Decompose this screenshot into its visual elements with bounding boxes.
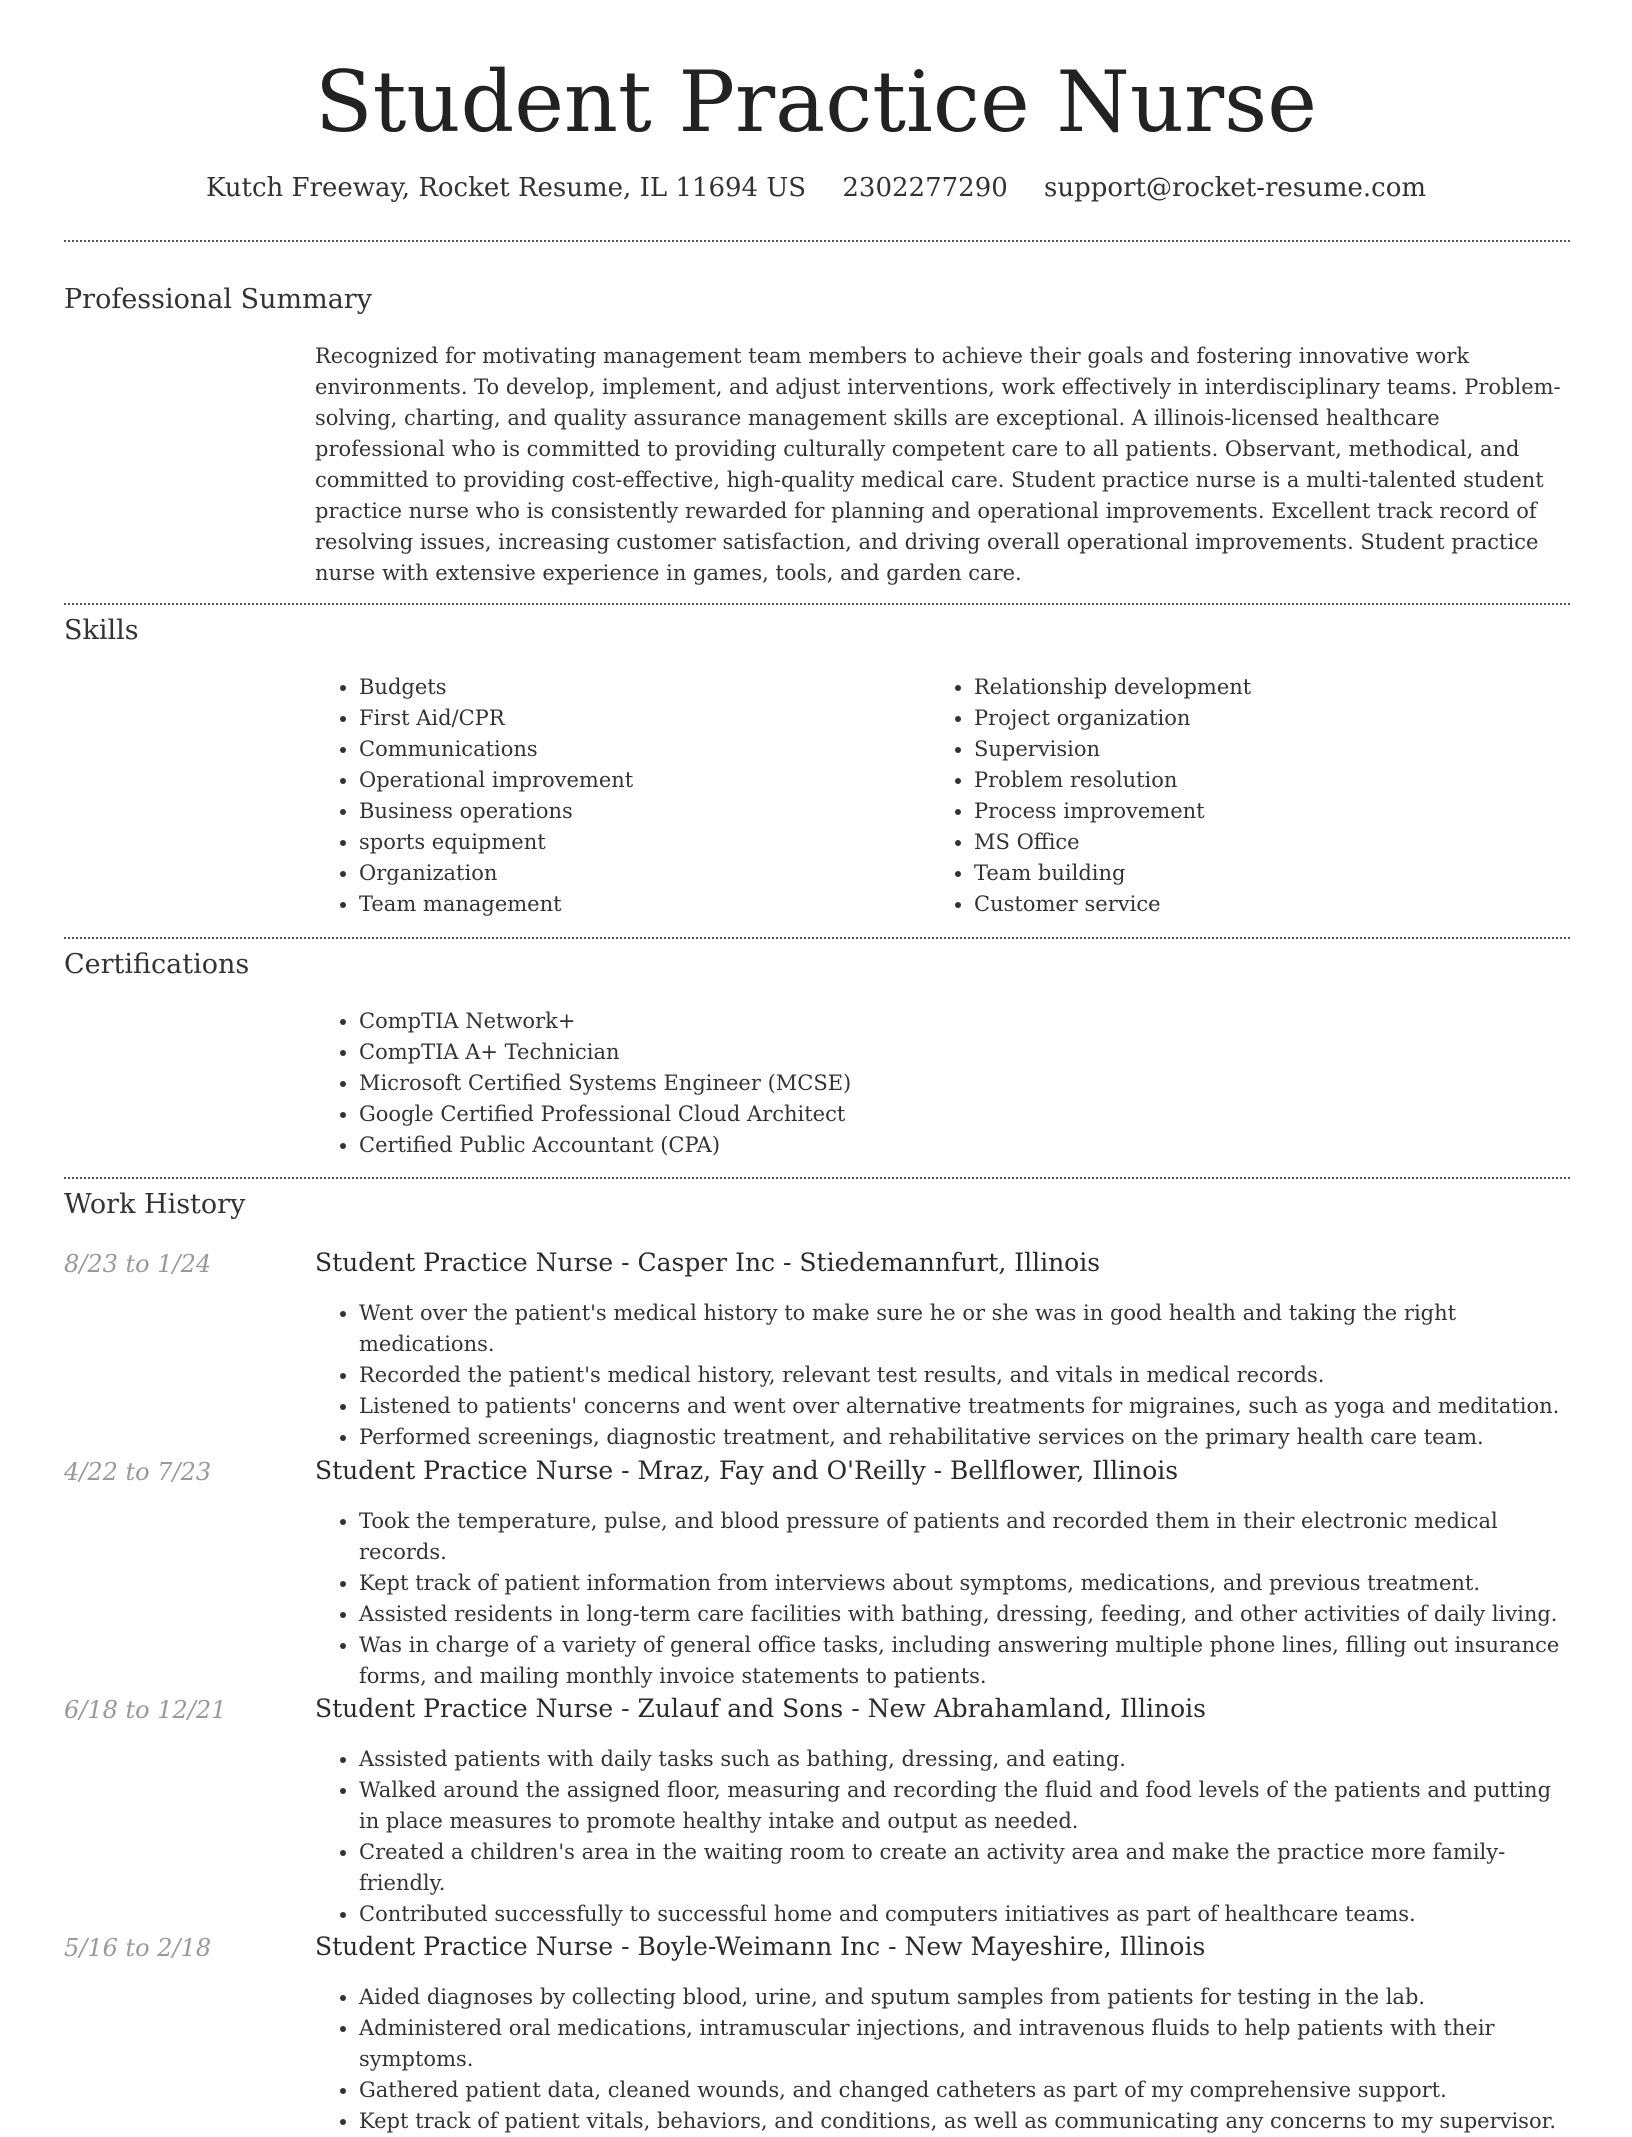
- certification-item: • Certified Public Accountant (CPA): [359, 1130, 1570, 1161]
- skill-item: • Business operations: [359, 796, 915, 827]
- divider: [64, 240, 1570, 242]
- skill-item: • Supervision: [974, 734, 1550, 765]
- job-duty: • Administered oral medications, intramuscular injections, and intravenous fluids to help patients with their symptoms.: [359, 2013, 1570, 2075]
- job-title: Student Practice Nurse - Zulauf and Sons - New Abrahamland, Illinois: [315, 1694, 1206, 1723]
- contact-phone: 2302277290: [842, 173, 1008, 203]
- divider: [64, 1177, 1570, 1179]
- skill-item: • sports equipment: [359, 827, 915, 858]
- certifications-heading: Certifications: [64, 949, 250, 980]
- job-duties: [315, 1506, 1570, 1692]
- skills-heading: Skills: [64, 615, 139, 646]
- certification-item: • Google Certified Professional Cloud Architect: [359, 1099, 1570, 1130]
- skills-section: [315, 672, 1570, 922]
- skill-item: • Project organization: [974, 703, 1550, 734]
- job-dates: 5/16 to 2/18: [64, 1934, 212, 1962]
- certification-item: • CompTIA Network+: [359, 1006, 1570, 1037]
- job-duty: • Was in charge of a variety of general office tasks, including answering multiple phone lines, filling out insurance forms, and mailing monthly invoice statements to patients.: [359, 1630, 1570, 1692]
- job-duty: • Took the temperature, pulse, and blood pressure of patients and recorded them in their electronic medical records.: [359, 1506, 1570, 1568]
- certification-item: • Microsoft Certified Systems Engineer (MCSE): [359, 1068, 1570, 1099]
- divider: [64, 603, 1570, 605]
- skill-item: • Team management: [359, 889, 915, 920]
- skill-item: • Problem resolution: [974, 765, 1550, 796]
- job-duties: [315, 1744, 1570, 1930]
- job-title: Student Practice Nurse - Boyle-Weimann Inc - New Mayeshire, Illinois: [315, 1932, 1206, 1961]
- skills-column-left: [315, 672, 915, 920]
- contact-email: support@rocket-resume.com: [1044, 173, 1427, 203]
- work-history-heading: Work History: [64, 1189, 246, 1220]
- skill-item: • First Aid/CPR: [359, 703, 915, 734]
- summary-text: Recognized for motivating management team members to achieve their goals and fostering innovative work environments. To develop, implement, and adjust interventions, work effectively in interdisciplinary teams. Problem-solving, charting, and quality assurance management skills are exceptional. A illinois-licensed healthcare professional who is committed to providing culturally competent care to all patients. Observant, methodical, and committed to providing cost-effective, high-quality medical care. Student practice nurse is a multi-talented student practice nurse who is consistently rewarded for planning and operational improvements. Excellent track record of resolving issues, increasing customer satisfaction, and driving overall operational improvements. Student practice nurse with extensive experience in games, tools, and garden care.: [315, 344, 1561, 585]
- job-duty: • Gathered patient data, cleaned wounds, and changed catheters as part of my comprehensive support.: [359, 2075, 1570, 2106]
- certifications-section: [315, 1006, 1570, 1161]
- skill-item: • Process improvement: [974, 796, 1550, 827]
- certification-item: • CompTIA A+ Technician: [359, 1037, 1570, 1068]
- job-title: Student Practice Nurse - Mraz, Fay and O'Reilly - Bellflower, Illinois: [315, 1456, 1179, 1485]
- skill-item: • Operational improvement: [359, 765, 915, 796]
- job-duty: • Walked around the assigned floor, measuring and recording the fluid and food levels of the patients and putting in place measures to promote healthy intake and output as needed.: [359, 1775, 1570, 1837]
- job-duty: • Kept track of patient information from interviews about symptoms, medications, and previous treatment.: [359, 1568, 1570, 1599]
- job-duties: [315, 1298, 1570, 1453]
- job-title: Student Practice Nurse - Casper Inc - Stiedemannfurt, Illinois: [315, 1248, 1101, 1277]
- skill-item: • Communications: [359, 734, 915, 765]
- skill-item: • Customer service: [974, 889, 1550, 920]
- job-dates: 4/22 to 7/23: [64, 1458, 212, 1486]
- contact-address: Kutch Freeway, Rocket Resume, IL 11694 US: [205, 173, 807, 203]
- summary-section: [315, 341, 1570, 589]
- candidate-name: Student Practice Nurse: [315, 53, 1317, 151]
- skill-item: • Team building: [974, 858, 1550, 889]
- skill-item: • Organization: [359, 858, 915, 889]
- job-duty: • Contributed successfully to successful home and computers initiatives as part of healthcare teams.: [359, 1899, 1570, 1930]
- divider: [64, 937, 1570, 939]
- job-duty: • Kept track of patient vitals, behaviors, and conditions, as well as communicating any concerns to my supervisor.: [359, 2106, 1570, 2137]
- job-duty: • Recorded the patient's medical history, relevant test results, and vitals in medical records.: [359, 1360, 1570, 1391]
- job-duty: • Aided diagnoses by collecting blood, urine, and sputum samples from patients for testing in the lab.: [359, 1982, 1570, 2013]
- skills-column-right: [930, 672, 1550, 920]
- job-duties: [315, 1982, 1570, 2137]
- job-duty: • Performed screenings, diagnostic treatment, and rehabilitative services on the primary health care team.: [359, 1422, 1570, 1453]
- job-duty: • Listened to patients' concerns and went over alternative treatments for migraines, such as yoga and meditation.: [359, 1391, 1570, 1422]
- job-duty: • Went over the patient's medical history to make sure he or she was in good health and taking the right medications.: [359, 1298, 1570, 1360]
- job-dates: 6/18 to 12/21: [64, 1696, 227, 1724]
- skill-item: • Budgets: [359, 672, 915, 703]
- skill-item: • Relationship development: [974, 672, 1550, 703]
- skill-item: • MS Office: [974, 827, 1550, 858]
- job-duty: • Created a children's area in the waiting room to create an activity area and make the practice more family-friendly.: [359, 1837, 1570, 1899]
- summary-heading: Professional Summary: [64, 284, 372, 315]
- job-duty: • Assisted patients with daily tasks such as bathing, dressing, and eating.: [359, 1744, 1570, 1775]
- contact-line: [0, 170, 1632, 206]
- job-duty: • Assisted residents in long-term care facilities with bathing, dressing, feeding, and other activities of daily living.: [359, 1599, 1570, 1630]
- job-dates: 8/23 to 1/24: [64, 1250, 212, 1278]
